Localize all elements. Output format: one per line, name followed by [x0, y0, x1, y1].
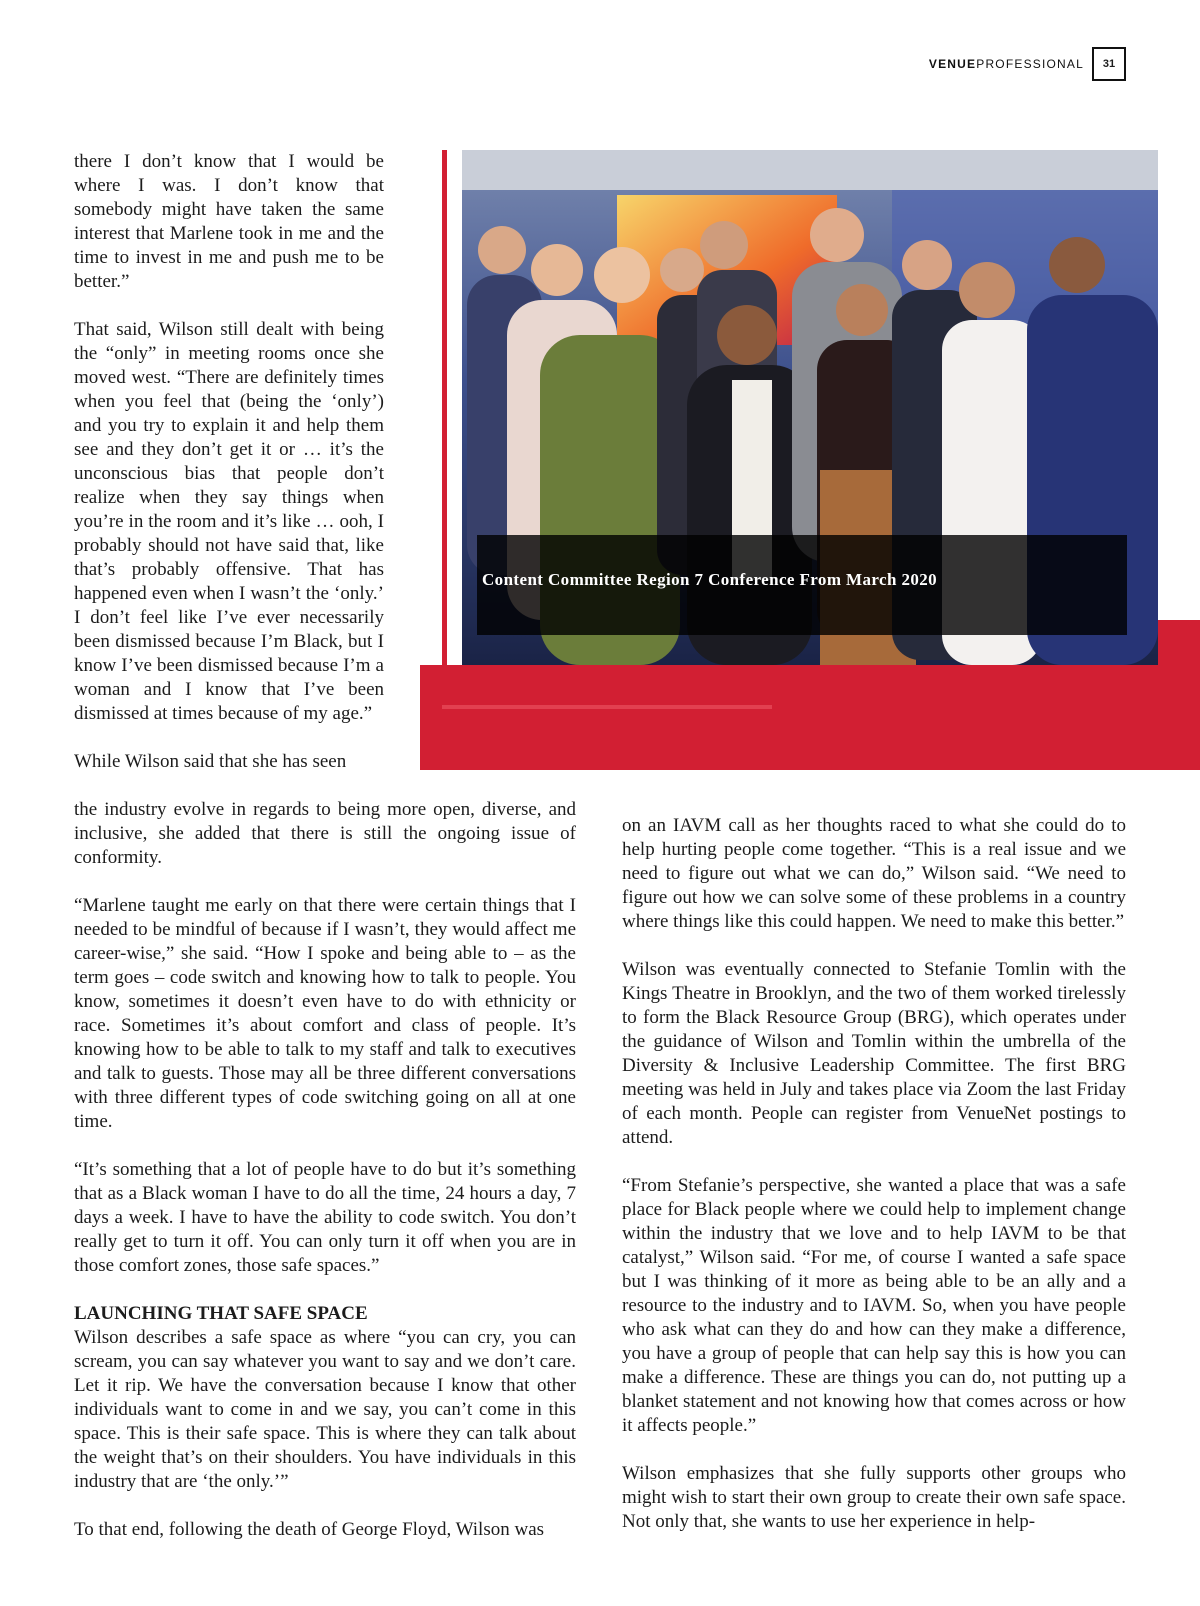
paragraph: on an IAVM call as her thoughts raced to what she could do to help hurting people come together. “This is a real issue and we need to figure out what we can do,” Wilson said. “We need to figure out how we can solve some of these problems in a country where things like this could happen. We need to make this better.” — [622, 815, 1126, 932]
paragraph: Wilson was eventually connected to Stefanie Tomlin with the Kings Theatre in Brooklyn, and the two of them worked tirelessly to form the Black Resource Group (BRG), which operates under the guidance of Wilson and Tomlin within the umbrella of the Diversity & Inclusive Leadership Committee. The first BRG meeting was held in July and takes place via Zoom the last Friday of each month. People can register from VenueNet postings to attend. — [622, 959, 1126, 1148]
red-vertical-rule — [442, 150, 447, 710]
photo-block — [420, 150, 1200, 770]
paragraph: Wilson emphasizes that she fully supports other groups who might wish to start their own group to create their own safe space. Not only that, she wants to use her experience in help- — [622, 1463, 1126, 1532]
red-horizontal-rule — [442, 705, 772, 709]
page-number: 31 — [1092, 47, 1126, 81]
page-header — [929, 47, 1126, 81]
left-bottom-column — [74, 798, 576, 1542]
paragraph: “From Stefanie’s perspective, she wanted a place that was a safe place for Black people where we could help to implement change within the industry that we love and to help IAVM to be that catalyst,” Wilson said. “For me, of course I wanted a safe space but I was thinking of it more as being able to be an ally and a resource to the industry and to IAVM. So, when you have people who ask what can they do and how can they make a difference, you have a group of people that can help say this is how you can make a difference. These are things you can do, not putting up a blanket statement and not knowing how that comes across or how it affects people.” — [622, 1175, 1126, 1436]
publication-name — [929, 57, 1084, 71]
paragraph: While Wilson said that she has seen — [74, 751, 347, 772]
paragraph: there I don’t know that I would be where I was. I don’t know that somebody might have taken the same interest that Marlene took in me and the time to invest in me and push me to be better.” — [74, 151, 384, 292]
paragraph: “Marlene taught me early on that there were certain things that I needed to be mindful of because if I wasn’t, they would affect me career-wise,” she said. “How I spoke and being able to – as the term goes – code switch and knowing how to talk to people. You know, sometimes it doesn’t even have to do with ethnicity or race. Sometimes it’s about comfort and class of people. It’s knowing how to be able to talk to my staff and talk to executives and talk to guests. Those may all be three different conversations with three different types of code switching going on all at one time. — [74, 895, 576, 1132]
brand-light: PROFESSIONAL — [976, 57, 1084, 71]
section-heading: LAUNCHING THAT SAFE SPACE — [74, 1303, 368, 1324]
photo-caption: Content Committee Region 7 Conference From March 2020 — [482, 570, 938, 589]
left-top-column — [74, 150, 384, 774]
right-bottom-column — [622, 814, 1126, 1534]
brand-bold: VENUE — [928, 57, 977, 71]
paragraph: That said, Wilson still dealt with being the “only” in meeting rooms once she moved west. “There are definitely times when you feel that (being the ‘only’) and you try to explain it and help them see and they don’t get it or … it’s the unconscious bias that people don’t realize when they say things when you’re in the room and it’s like … ooh, I probably should not have said that, like that’s probably offensive. That has happened even when I wasn’t the ‘only.’ I don’t feel like I’ve ever necessarily been dismissed because I’m Black, but I know I’ve been dismissed because I’m a woman and I know that I’ve been dismissed at times because of my age.” — [74, 319, 384, 724]
paragraph: To that end, following the death of George Floyd, Wilson was — [74, 1519, 545, 1540]
paragraph: “It’s something that a lot of people have to do but it’s something that as a Black woman I have to do all the time, 24 hours a day, 7 days a week. I have to have the ability to code switch. You don’t really get to turn it off. You can only turn it off when you are in those comfort zones, those safe spaces.” — [74, 1159, 576, 1276]
paragraph: Wilson describes a safe space as where “you can cry, you can scream, you can say whatever you want to say and we don’t care. Let it rip. We have the conversation because I know that other individuals want to come in and we say, you can’t come in this space. This is their safe space. This is where they can talk about the weight that’s on their shoulders. You have individuals in this industry that are ‘the only.’” — [74, 1327, 576, 1492]
red-backdrop — [420, 665, 1200, 770]
paragraph: the industry evolve in regards to being more open, diverse, and inclusive, she added that there is still the ongoing issue of conformity. — [74, 799, 576, 868]
